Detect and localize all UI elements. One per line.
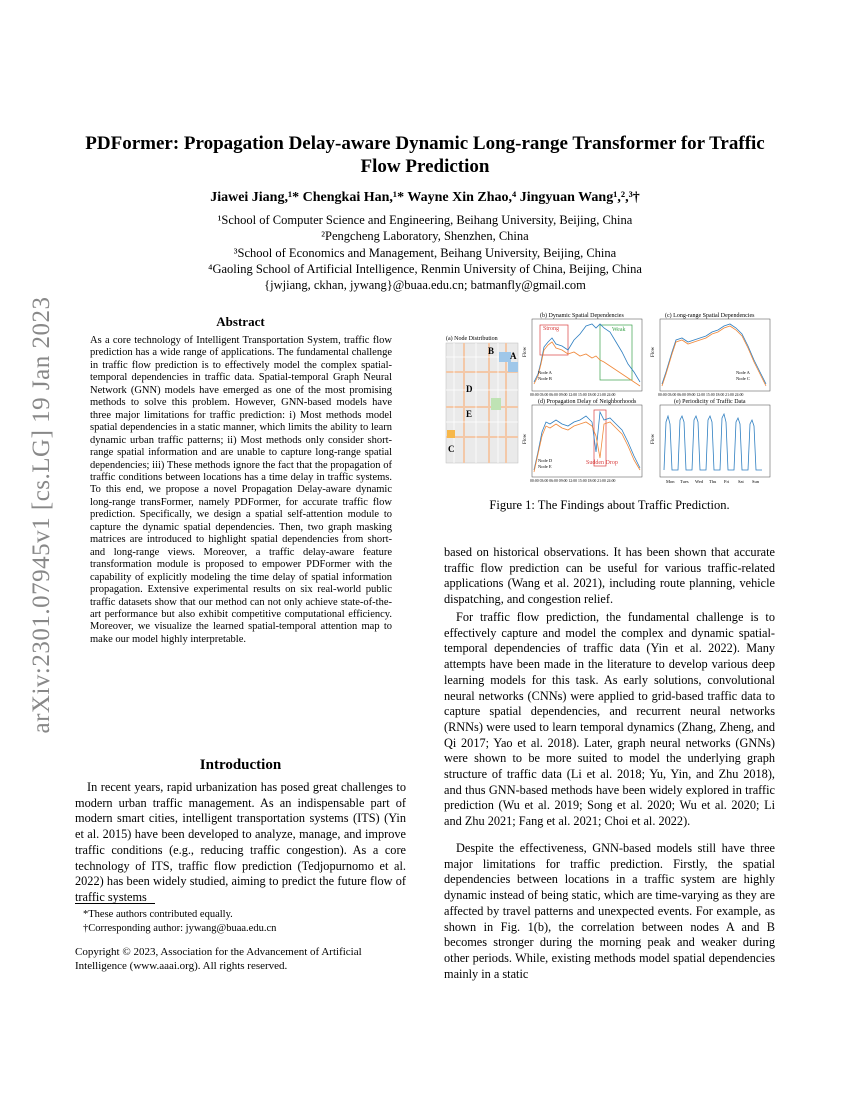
intro-paragraph-1: In recent years, rapid urbanization has posed great challenges to modern urban traffic management. As an indispensable part of modern smart cities, intelligent transportation systems (ITS) (Yin et al. 2015) have been developed to analyze, manage, and improve traffic conditions (e.g., reducing traffic congestion). As a core technology of ITS, traffic flow prediction (Tedjopurnomo et al. 2022) has been widely studied, aiming to predict the future flow of traffic systems xyxy=(75,780,406,904)
figure-1 xyxy=(444,312,775,487)
svg-text:(e) Periodicity of Traffic Dat: (e) Periodicity of Traffic Data xyxy=(674,399,746,405)
arxiv-stamp: arXiv:2301.07945v1 [cs.LG] 19 Jan 2023 xyxy=(28,296,55,734)
panel-b-dynamic-dependencies xyxy=(523,312,642,397)
footnote-equal-contribution: *These authors contributed equally. xyxy=(83,909,233,920)
svg-text:A: A xyxy=(510,351,517,361)
svg-text:Sudden Drop: Sudden Drop xyxy=(586,460,618,466)
svg-text:E: E xyxy=(466,409,473,419)
panel-a-node-map xyxy=(446,335,518,463)
affiliation-4: ⁴Gaoling School of Artificial Intelligence, Renmin University of China, Beijing, China xyxy=(208,261,642,276)
paper-title: PDFormer: Propagation Delay-aware Dynamic Long-range Transformer for Traffic Flow Prediction xyxy=(85,133,765,177)
svg-text:Node B: Node B xyxy=(538,376,552,381)
panel-c-long-range-dependencies xyxy=(651,312,770,397)
author-emails: {jwjiang, ckhan, jywang}@buaa.edu.cn; batmanfly@gmail.com xyxy=(264,278,586,293)
panel-e-periodicity xyxy=(651,398,770,484)
right-paragraph-1: based on historical observations. It has been shown that accurate traffic flow prediction can be useful for various traffic-related applications (Wang et al. 2021), including route planning, vehicle dispatching, and congestion relief. xyxy=(444,545,775,607)
abstract-text: As a core technology of Intelligent Transportation System, traffic flow prediction has a wide range of applications. The fundamental challenge in traffic flow prediction is to effectively model the complex spatial-temporal dependencies in traffic data. Spatial-temporal Graph Neural Network (GNN) models have emerged as one of the most promising methods to solve this problem. However, GNN-based models have three major limitations for traffic prediction: i) Most methods model spatial dependencies in a static manner, which limits the ability to learn dynamic urban traffic patterns; ii) Most methods only consider short-range spatial information and are unable to capture long-range spatial dependencies; iii) These methods ignore the fact that the propagation of traffic conditions between locations has a time delay in traffic systems. To this end, we propose a novel Propagation Delay-aware dynamic long-range transFormer, namely PDFormer, for accurate traffic flow prediction. Specifically, we design a spatial self-attention module to capture the dynamic spatial dependencies. Then, two graph masking matrices are introduced to highlight spatial dependencies from short- and long-range views. Moreover, a traffic delay-aware feature transformation module is proposed to empower PDFormer with the capability of explicitly modeling the time delay of spatial information propagation. Extensive experimental results on six real-world public traffic datasets show that our method can not only achieve state-of-the-art performance but also exhibit competitive computational efficiency. Moreover, we visualize the learned spatial-temporal attention map to make our model highly interpretable. xyxy=(90,335,392,645)
svg-text:Tues: Tues xyxy=(680,479,689,484)
figure-1-caption: Figure 1: The Findings about Traffic Prediction. xyxy=(489,498,730,512)
affiliations xyxy=(75,212,775,293)
right-paragraph-3: Despite the effectiveness, GNN-based models still have three major limitations for traffic prediction. Firstly, the spatial dependencies between locations in a traffic system are highly dynamic instead of being static, which are time-varying as they are affected by travel patterns and unexpected events. For example, as shown in Fig. 1(b), the correlation between nodes A and B becomes stronger during the morning peak and weaker during other periods. While, existing methods model spatial dependencies mainly in a static xyxy=(444,841,775,981)
node-a-marker xyxy=(508,362,518,372)
svg-text:00:00 03:00 06:00 09:00 12:00: 00:00 03:00 06:00 09:00 12:00 15:00 18:00 21:00 24:00 xyxy=(530,393,616,397)
svg-text:(b) Dynamic Spatial Dependenci: (b) Dynamic Spatial Dependencies xyxy=(540,313,624,319)
introduction-heading: Introduction xyxy=(199,757,282,773)
abstract-heading: Abstract xyxy=(216,314,265,329)
affiliation-3: ³School of Economics and Management, Beihang University, Beijing, China xyxy=(233,245,617,260)
author-list: Jiawei Jiang,¹* Chengkai Han,¹* Wayne Xin Zhao,⁴ Jingyuan Wang¹,²,³† xyxy=(210,190,640,205)
svg-text:Node A: Node A xyxy=(736,370,750,375)
svg-text:D: D xyxy=(466,384,473,394)
affiliation-1: ¹School of Computer Science and Engineering, Beihang University, Beijing, China xyxy=(217,213,633,227)
svg-text:00:00 03:00 06:00 09:00 12:00: 00:00 03:00 06:00 09:00 12:00 15:00 18:00 21:00 24:00 xyxy=(530,479,616,483)
svg-text:Node A: Node A xyxy=(538,370,552,375)
svg-text:Thu: Thu xyxy=(709,479,717,484)
svg-text:Fri: Fri xyxy=(724,479,730,484)
svg-text:Node E: Node E xyxy=(538,464,552,469)
footnote-corresponding-author: †Corresponding author: jywang@buaa.edu.cn xyxy=(83,923,277,934)
svg-text:Wed: Wed xyxy=(695,479,704,484)
svg-text:Flow: Flow xyxy=(651,433,656,444)
affiliation-2: ²Pengcheng Laboratory, Shenzhen, China xyxy=(321,229,529,244)
panel-a-title: (a) Node Distribution xyxy=(446,336,498,342)
svg-text:Flow: Flow xyxy=(523,346,528,357)
copyright-notice: Copyright © 2023, Association for the Advancement of Artificial Intelligence (www.aaai.org). All rights reserved. xyxy=(75,946,362,972)
svg-text:B: B xyxy=(488,346,495,356)
svg-text:(d) Propagation Delay of Neigh: (d) Propagation Delay of Neighborhoods xyxy=(538,399,637,405)
node-c-marker xyxy=(447,430,455,438)
svg-text:Sat: Sat xyxy=(738,479,744,484)
svg-text:Mon: Mon xyxy=(666,479,675,484)
svg-text:(c) Long-range Spatial Depende: (c) Long-range Spatial Dependencies xyxy=(665,313,755,319)
svg-text:C: C xyxy=(448,444,455,454)
footnote-rule xyxy=(75,903,155,904)
svg-text:Strong: Strong xyxy=(543,326,560,332)
svg-text:00:00 03:00 06:00 09:00 12:00: 00:00 03:00 06:00 09:00 12:00 15:00 18:00 21:00 24:00 xyxy=(658,393,744,397)
svg-text:Flow: Flow xyxy=(523,433,528,444)
svg-text:Node D: Node D xyxy=(538,458,553,463)
svg-text:Sun: Sun xyxy=(752,479,760,484)
svg-text:Node C: Node C xyxy=(736,376,750,381)
right-paragraph-2: For traffic flow prediction, the fundamental challenge is to effectively capture and model the complex and dynamic spatial-temporal dependencies of traffic data (Yin et al. 2022). Many attempts have been made in the literature to develop various deep learning models for this task. As early solutions, convolutional neural networks (CNNs) were applied to grid-based traffic data to capture spatial dependencies, and recurrent neural networks (RNNs) were used to learn temporal dynamics (Zhang, Zheng, and Qi 2017; Yao et al. 2018). Later, graph neural networks (GNNs) were shown to be more suited to model the underlying graph structure of traffic data (Li et al. 2018; Yu, Yin, and Zhu 2018), and thus GNN-based methods have been widely explored in traffic prediction (Wu et al. 2019; Song et al. 2020; Wu et al. 2020; Li and Zhu 2021; Fang et al. 2021; Choi et al. 2022). xyxy=(444,610,775,829)
svg-text:Weak: Weak xyxy=(612,327,626,333)
panel-d-propagation-delay xyxy=(523,398,642,483)
svg-text:Flow: Flow xyxy=(651,346,656,357)
